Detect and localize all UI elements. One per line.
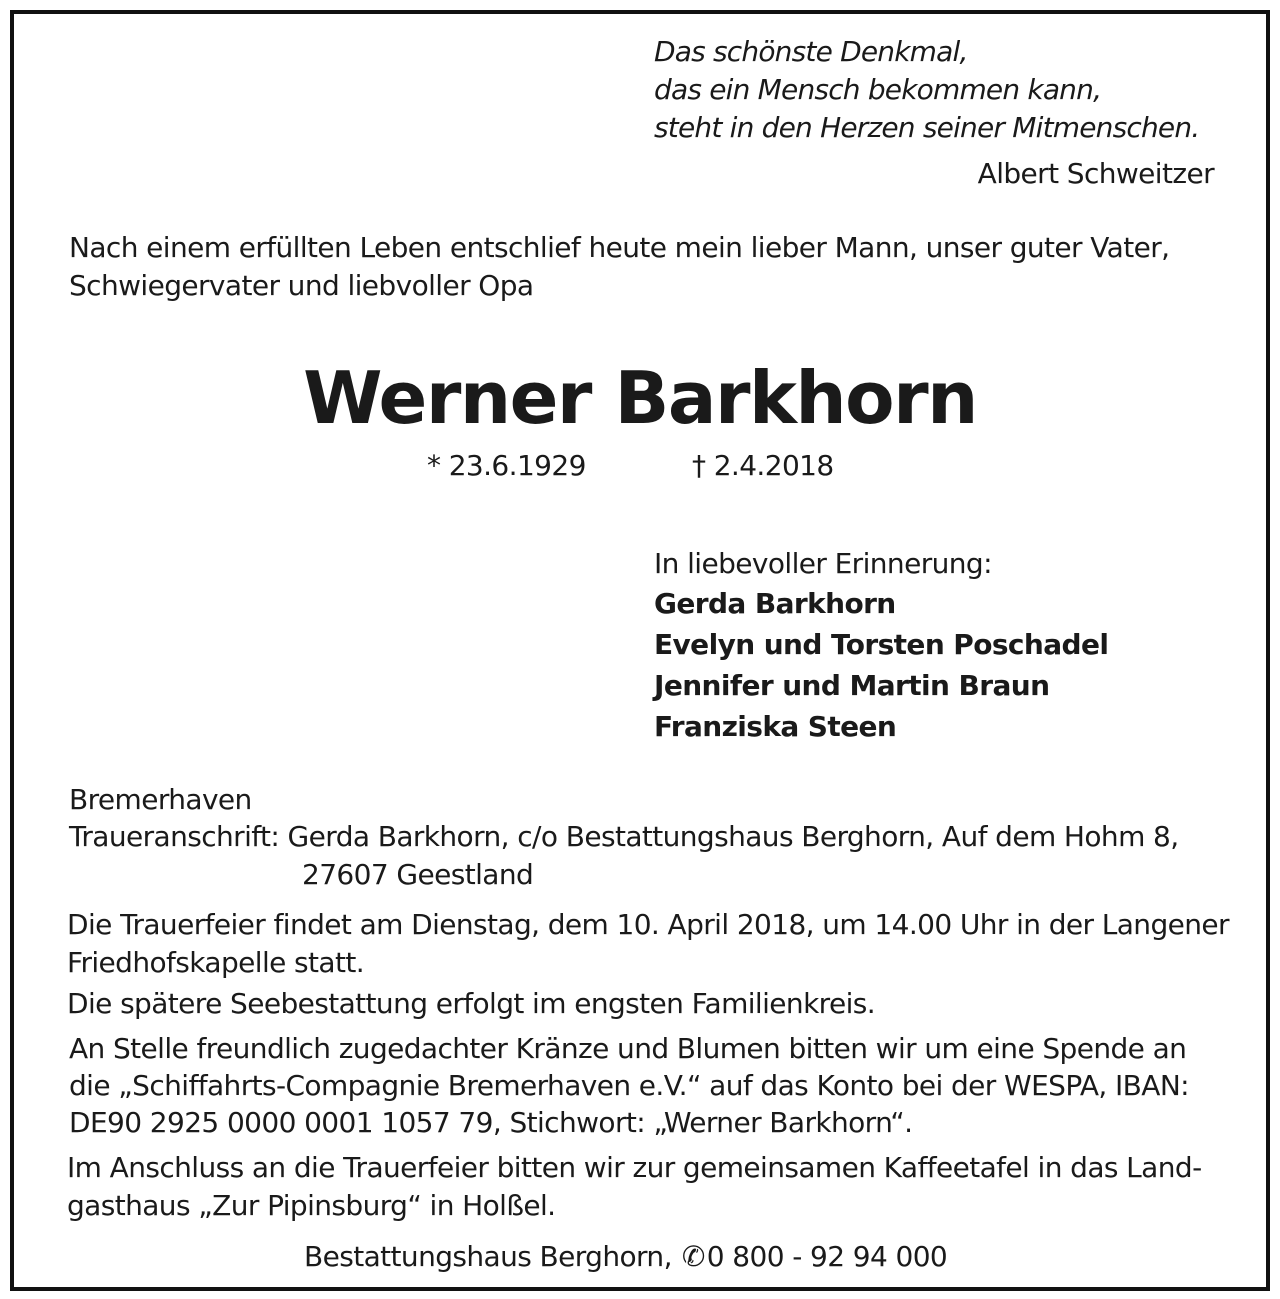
address-line-1: Traueranschrift: Gerda Barkhorn, c/o Bestattungshaus Berghorn, Auf dem Hohm 8, bbox=[69, 820, 1179, 853]
intro-line-2: Schwiegervater und liebvoller Opa bbox=[69, 269, 534, 302]
quote-author: Albert Schweitzer bbox=[977, 157, 1214, 190]
deceased-name: Werner Barkhorn bbox=[303, 356, 977, 440]
address-line-2: 27607 Geestland bbox=[302, 858, 534, 891]
funeral-line-1: Die Trauerfeier findet am Dienstag, dem 10. April 2018, um 14.00 Uhr in der Langener bbox=[67, 908, 1229, 941]
phone-icon: ✆ bbox=[681, 1240, 705, 1273]
mourner-name: Evelyn und Torsten Poschadel bbox=[654, 628, 1109, 661]
burial-info: Die spätere Seebestattung erfolgt im engsten Familienkreis. bbox=[67, 987, 876, 1020]
coffee-line-1: Im Anschluss an die Trauerfeier bitten wir zur gemeinsamen Kaffeetafel in das Land- bbox=[67, 1151, 1202, 1184]
footer bbox=[304, 1238, 947, 1276]
quote-line-1: Das schönste Denkmal, bbox=[654, 35, 968, 68]
mourner-name: Franziska Steen bbox=[654, 710, 897, 743]
quote-line-3: steht in den Herzen seiner Mitmenschen. bbox=[654, 111, 1200, 144]
city: Bremerhaven bbox=[69, 783, 252, 816]
mourner-name: Jennifer und Martin Braun bbox=[654, 669, 1050, 702]
donation-line-3: DE90 2925 0000 0001 1057 79, Stichwort: „Werner Barkhorn“. bbox=[69, 1106, 913, 1139]
death-date: † 2.4.2018 bbox=[692, 449, 834, 482]
birth-date: * 23.6.1929 bbox=[427, 449, 586, 482]
donation-line-2: die „Schiffahrts-Compagnie Bremerhaven e.V.“ auf das Konto bei der WESPA, IBAN: bbox=[69, 1069, 1190, 1102]
mourner-name: Gerda Barkhorn bbox=[654, 587, 896, 620]
mourners-heading: In liebevoller Erinnerung: bbox=[654, 547, 992, 580]
undertaker-name: Bestattungshaus Berghorn, bbox=[304, 1240, 672, 1273]
coffee-line-2: gasthaus „Zur Pipinsburg“ in Holßel. bbox=[67, 1189, 556, 1222]
funeral-line-2: Friedhofskapelle statt. bbox=[67, 946, 365, 979]
intro-line-1: Nach einem erfüllten Leben entschlief heute mein lieber Mann, unser guter Vater, bbox=[69, 231, 1170, 264]
quote-line-2: das ein Mensch bekommen kann, bbox=[654, 73, 1102, 106]
phone-number: 0 800 - 92 94 000 bbox=[706, 1240, 948, 1273]
donation-line-1: An Stelle freundlich zugedachter Kränze und Blumen bitten wir um eine Spende an bbox=[69, 1032, 1187, 1065]
